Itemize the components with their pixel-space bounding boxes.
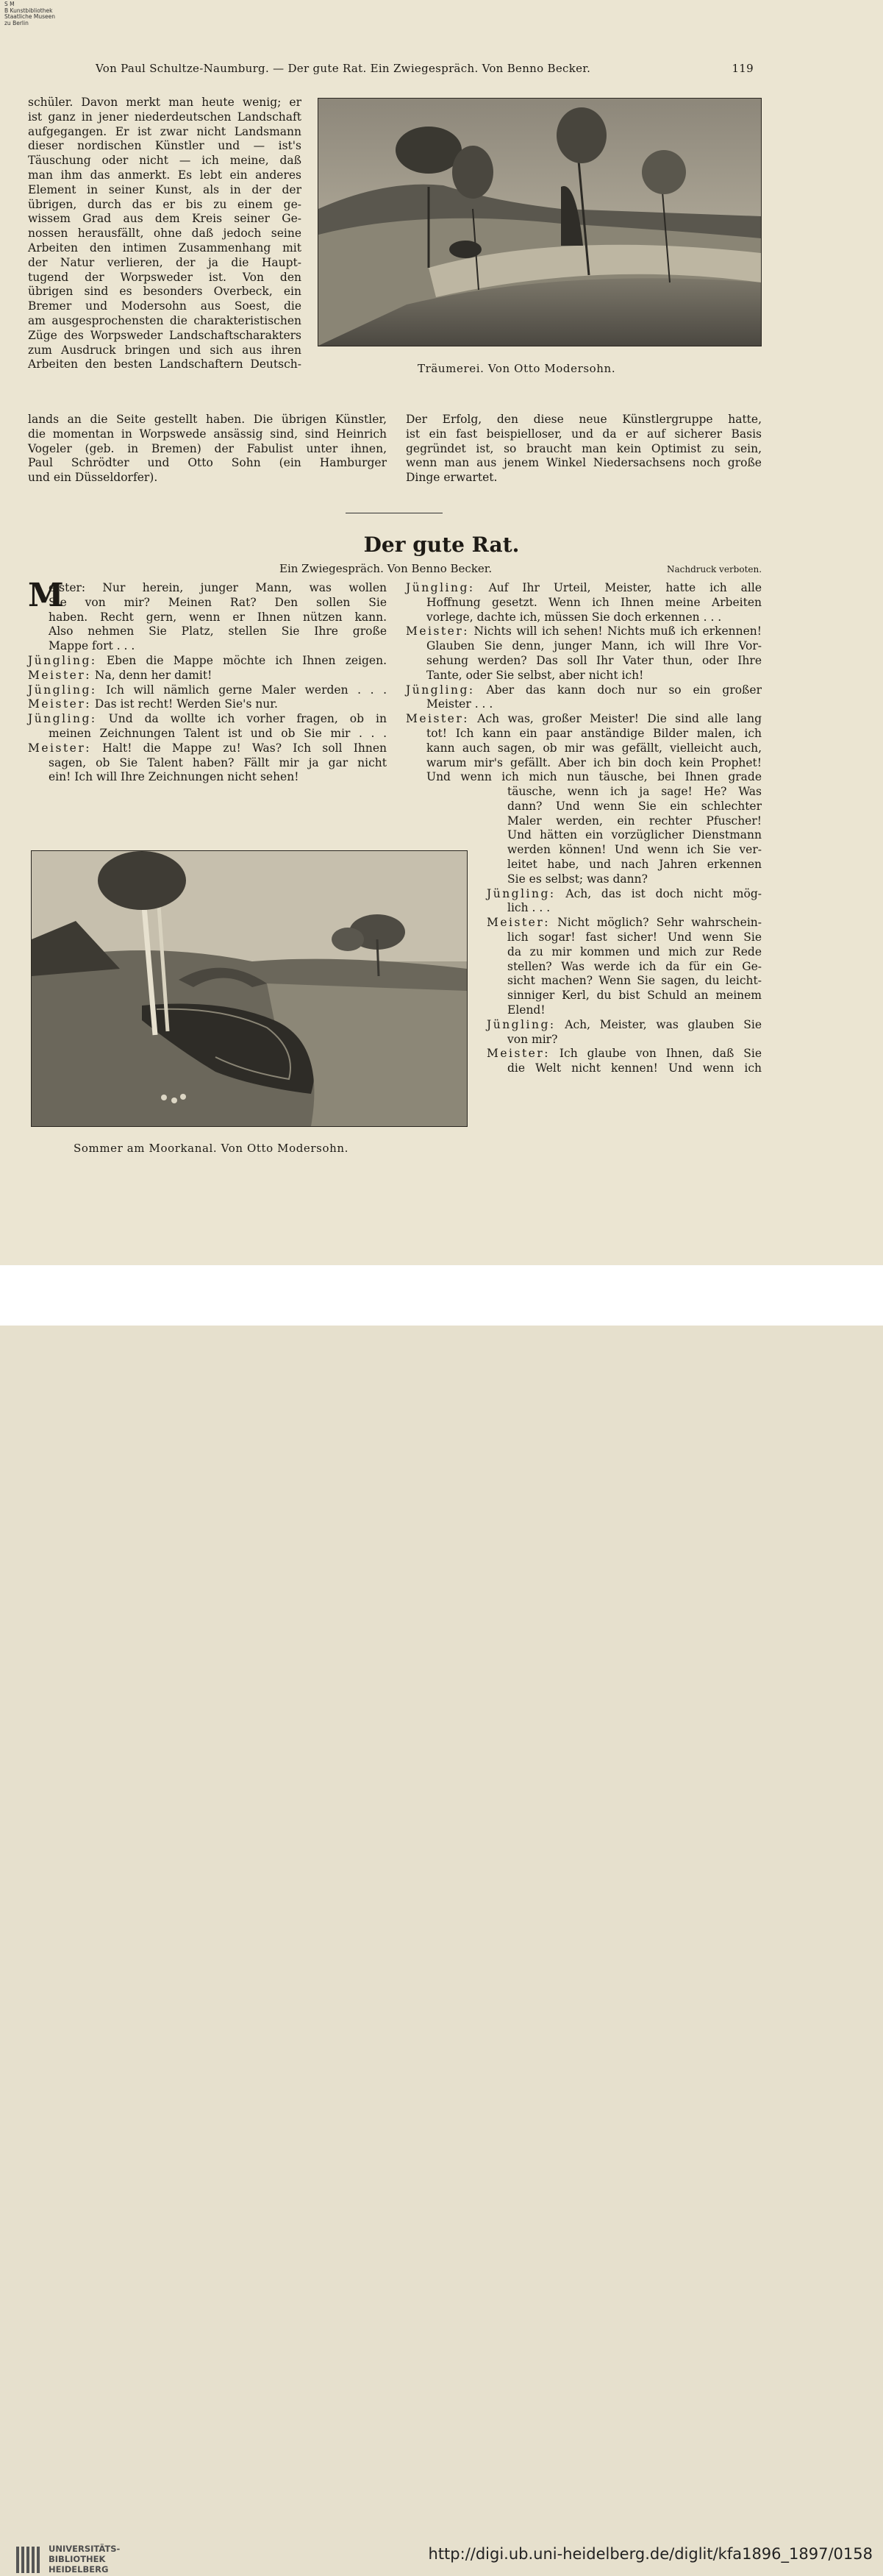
source-url[interactable]: http://digi.ub.uni-heidelberg.de/diglit/kfa1896_1897/0158 xyxy=(428,2545,873,2563)
dialog-line xyxy=(406,611,762,625)
dialog-line xyxy=(406,581,762,596)
dialog-text: vorlege, dachte ich, müssen Sie doch erkennen . . . xyxy=(426,610,722,624)
text-line: dieser nordischen Künstler und — ist's xyxy=(28,139,301,153)
dialog-text: Meister . . . xyxy=(426,697,493,711)
dialog-text: Aber das kann doch nur so ein großer xyxy=(474,683,762,697)
dialog-text: eister: Nur herein, junger Mann, was wollen xyxy=(49,581,387,594)
dialog-line xyxy=(487,887,762,902)
dialog-line xyxy=(487,800,762,814)
dialog-column-right xyxy=(406,581,762,785)
speaker-name: Jüngling: xyxy=(487,1017,556,1031)
stamp-line: B Kunstbibliothek xyxy=(4,7,53,14)
dialog-text: Hoffnung gesetzt. Wenn ich Ihnen meine Arbeiten xyxy=(426,595,762,609)
dialog-text: lich . . . xyxy=(507,901,551,915)
dialog-text: Nicht möglich? Sehr wahrschein- xyxy=(550,916,762,930)
dialog-text: Eben die Mappe möchte ich Ihnen zeigen. xyxy=(96,653,387,667)
running-header xyxy=(96,62,772,75)
text-line: wissem Grad aus dem Kreis seiner Ge- xyxy=(28,212,301,226)
speaker-name: Jüngling: xyxy=(406,683,475,697)
dialog-line xyxy=(28,697,387,712)
dialog-line xyxy=(487,843,762,858)
dialog-text: ein! Ich will Ihre Zeichnungen nicht sehen! xyxy=(49,770,299,784)
dialog-text: da zu mir kommen und mich zur Rede xyxy=(507,944,762,958)
dialog-line xyxy=(487,785,762,800)
painting-traeumerei xyxy=(318,98,762,346)
text-line: tugend der Worpsweder ist. Von den xyxy=(28,270,301,284)
column-top-left xyxy=(28,96,301,372)
dialog-text: Tante, oder Sie selbst, aber nicht ich! xyxy=(426,668,644,682)
drop-cap: M xyxy=(28,577,64,614)
university-seal-icon xyxy=(15,2544,44,2576)
dialog-text: Mappe fort . . . xyxy=(49,639,135,653)
text-line: Vogeler (geb. in Bremen) der Fabulist unter ihnen, xyxy=(28,441,387,455)
text-line: Der Erfolg, den diese neue Künstlergruppe hatte, xyxy=(406,413,762,426)
dialog-text: Na, denn her damit! xyxy=(91,668,212,682)
library-stamp xyxy=(4,1,55,26)
dialog-line xyxy=(28,741,387,756)
digitization-footer xyxy=(0,1265,883,2575)
text-line: Arbeiten den besten Landschaftern Deutsch- xyxy=(28,357,301,371)
dialog-line xyxy=(28,596,387,611)
dialog-text: werden können! Und wenn ich Sie ver- xyxy=(507,843,762,857)
dialog-line xyxy=(28,756,387,771)
dialog-line xyxy=(487,828,762,843)
text-line: zum Ausdruck bringen und sich aus ihren xyxy=(28,343,301,357)
dialog-text: Ich will nämlich gerne Maler werden . . . xyxy=(96,683,387,697)
text-line: lands an die Seite gestellt haben. Die übrigen Künstler, xyxy=(28,413,387,426)
dialog-text: Ich glaube von Ihnen, daß Sie xyxy=(550,1047,762,1061)
reprint-notice: Nachdruck verboten. xyxy=(667,564,762,574)
text-line: nossen herausfällt, ohne daß jedoch seine xyxy=(28,227,301,241)
stamp-line: S M xyxy=(4,1,15,7)
dialog-column-narrow xyxy=(487,785,762,1076)
text-line: ist ein fast beispielloser, und da er auf sicherer Basis xyxy=(406,427,762,441)
text-line: der Natur verlieren, der ja die Haupt- xyxy=(28,255,301,269)
painting-sommer-am-moorkanal xyxy=(31,850,468,1127)
text-line: Bremer und Modersohn aus Soest, die xyxy=(28,299,301,313)
text-line: Dinge erwartet. xyxy=(406,471,498,485)
dialog-text: lich sogar! fast sicher! Und wenn Sie xyxy=(507,930,762,944)
dialog-text: tot! Ich kann ein paar anständige Bilder malen, ich xyxy=(426,726,762,740)
dialog-line xyxy=(487,916,762,931)
dialog-line xyxy=(28,683,387,698)
speaker-name: Jüngling: xyxy=(28,712,97,726)
text-line: schüler. Davon merkt man heute wenig; er xyxy=(28,96,301,109)
dialog-line xyxy=(487,1047,762,1061)
dialog-text: Elend! xyxy=(507,1003,546,1017)
speaker-name: Meister: xyxy=(487,916,550,930)
dialog-line xyxy=(487,1061,762,1076)
library-name xyxy=(49,2544,120,2575)
text-line: Paul Schrödter und Otto Sohn (ein Hamburger xyxy=(28,456,387,470)
dialog-text: Und wenn ich mich nun täusche, bei Ihnen grade xyxy=(426,770,762,784)
text-line: aufgegangen. Er ist zwar nicht Landsmann xyxy=(28,124,301,138)
page-scan xyxy=(0,0,883,1265)
dialog-line xyxy=(28,727,387,741)
dialog-text: Auf Ihr Urteil, Meister, hatte ich alle xyxy=(474,581,762,594)
dialog-text: Ach, das ist doch nicht mög- xyxy=(555,886,762,900)
text-line: Züge des Worpsweder Landschaftscharakters xyxy=(28,328,301,342)
dialog-line xyxy=(487,1018,762,1033)
dialog-line xyxy=(406,712,762,727)
dialog-line xyxy=(28,625,387,639)
dialog-text: täusche, wenn ich ja sage! He? Was xyxy=(507,785,762,798)
dialog-line xyxy=(406,741,762,756)
text-line: und ein Düsseldorfer). xyxy=(28,471,158,485)
stamp-line: zu Berlin xyxy=(4,19,29,26)
text-line: Arbeiten den intimen Zusammenhang mit xyxy=(28,241,301,255)
dialog-line xyxy=(406,639,762,654)
dialog-text: warum mir's gefällt. Aber ich bin doch kein Prophet! xyxy=(426,755,762,769)
dialog-line xyxy=(28,669,387,683)
speaker-name: Meister: xyxy=(28,741,91,755)
dialog-line xyxy=(487,945,762,960)
dialog-text: Das ist recht! Werden Sie's nur. xyxy=(91,697,278,711)
dialog-text: kann auch sagen, ob mir was gefällt, vielleicht auch, xyxy=(426,741,762,755)
library-name-line: BIBLIOTHEK xyxy=(49,2554,106,2564)
dialog-text: stellen? Was werde ich da für ein Ge- xyxy=(507,959,762,973)
dialog-line xyxy=(487,989,762,1003)
text-line: Täuschung oder nicht — ich meine, daß xyxy=(28,154,301,168)
dialog-text: Maler werden, ein rechter Pfuscher! xyxy=(507,814,762,828)
column-top-left-wide xyxy=(28,413,387,485)
dialog-text: Also nehmen Sie Platz, stellen Sie Ihre große xyxy=(49,625,387,638)
caption-moorkanal: Sommer am Moorkanal. Von Otto Modersohn. xyxy=(74,1142,348,1155)
dialog-line xyxy=(406,770,762,785)
speaker-name: Meister: xyxy=(28,668,91,682)
dialog-line xyxy=(28,581,387,596)
dialog-column-left xyxy=(28,577,387,785)
dialog-text: Ach, Meister, was glauben Sie xyxy=(555,1017,762,1031)
dialog-text: Ach was, großer Meister! Die sind alle lang xyxy=(469,712,762,726)
dialog-line xyxy=(406,683,762,698)
dialog-line xyxy=(28,611,387,625)
dialog-text: Und hätten ein vorzüglicher Dienstmann xyxy=(507,828,762,842)
text-line: die momentan in Worpswede ansässig sind, sind Heinrich xyxy=(28,427,387,441)
dialog-line xyxy=(406,756,762,771)
dialog-line xyxy=(406,654,762,669)
dialog-line xyxy=(487,1033,762,1047)
speaker-name: Jüngling: xyxy=(406,581,475,594)
article-title: Der gute Rat. xyxy=(363,533,520,557)
text-line: übrigen, durch das er bis zu einem ge- xyxy=(28,197,301,211)
dialog-text: Glauben Sie denn, junger Mann, ich will Ihre Vor- xyxy=(426,639,762,653)
dialog-text: die Welt nicht kennen! Und wenn ich xyxy=(507,1061,762,1075)
text-line: übrigen sind es besonders Overbeck, ein xyxy=(28,285,301,299)
dialog-line xyxy=(487,858,762,872)
text-line: am ausgesprochensten die charakteristischen xyxy=(28,313,301,327)
dialog-line xyxy=(487,960,762,975)
dialog-line xyxy=(487,931,762,945)
text-line: Element in seiner Kunst, als in der der xyxy=(28,182,301,196)
article-subtitle: Ein Zwiegespräch. Von Benno Becker. xyxy=(279,562,493,575)
library-name-line: UNIVERSITÄTS- xyxy=(49,2544,121,2554)
dialog-line xyxy=(28,639,387,654)
dialog-line xyxy=(487,1003,762,1018)
speaker-name: Meister: xyxy=(28,697,91,711)
dialog-line xyxy=(406,697,762,712)
dialog-line xyxy=(487,974,762,989)
dialog-text: dann? Und wenn Sie ein schlechter xyxy=(507,799,762,813)
page-number: 119 xyxy=(732,62,754,75)
dialog-text: meinen Zeichnungen Talent ist und ob Sie mir . . . xyxy=(49,726,387,740)
speaker-name: Jüngling: xyxy=(28,653,97,667)
stamp-line: Staatliche Museen xyxy=(4,13,55,20)
dialog-line xyxy=(406,669,762,683)
dialog-text: Halt! die Mappe zu! Was? Ich soll Ihnen xyxy=(91,741,387,755)
dialog-line xyxy=(406,596,762,611)
dialog-text: Sie von mir? Meinen Rat? Den sollen Sie xyxy=(49,595,387,609)
dialog-text: Sie es selbst; was dann? xyxy=(507,872,648,886)
dialog-line xyxy=(28,712,387,727)
traeumerei-image xyxy=(318,99,761,346)
text-line: man ihm das anmerkt. Es lebt ein anderes xyxy=(28,168,301,182)
moorkanal-image xyxy=(32,851,467,1126)
dialog-text: von mir? xyxy=(507,1032,558,1046)
dialog-text: leitet habe, und nach Jahren erkennen xyxy=(507,857,762,871)
column-top-right xyxy=(406,413,762,485)
speaker-name: Jüngling: xyxy=(28,683,97,697)
dialog-text: sehung werden? Das soll Ihr Vater thun, oder Ihre xyxy=(426,653,762,667)
dialog-text: sagen, ob Sie Talent haben? Fällt mir ja gar nicht xyxy=(49,755,387,769)
dialog-text: sinniger Kerl, du bist Schuld an meinem xyxy=(507,989,762,1003)
dialog-line xyxy=(28,654,387,669)
dialog-line xyxy=(28,770,387,785)
dialog-text: Und da wollte ich vorher fragen, ob in xyxy=(96,712,387,726)
speaker-name: Meister: xyxy=(406,712,469,726)
dialog-text: haben. Recht gern, wenn er Ihnen nützen kann. xyxy=(49,610,387,624)
dialog-line xyxy=(406,727,762,741)
dialog-line xyxy=(487,872,762,887)
dialog-line xyxy=(406,625,762,639)
speaker-name: Jüngling: xyxy=(487,886,556,900)
speaker-name: Meister: xyxy=(487,1047,550,1061)
speaker-name: Meister: xyxy=(406,625,469,638)
text-line: ist ganz in jener niederdeutschen Landschaft xyxy=(28,110,301,124)
dialog-line xyxy=(487,901,762,916)
running-title: Von Paul Schultze-Naumburg. — Der gute Rat. Ein Zwiegespräch. Von Benno Becker. xyxy=(96,62,591,75)
dialog-text: sicht machen? Wenn Sie sagen, du leicht- xyxy=(507,974,762,988)
caption-traeumerei: Träumerei. Von Otto Modersohn. xyxy=(418,362,616,375)
text-line: wenn man aus jenem Winkel Niedersachsens noch große xyxy=(406,456,762,470)
library-name-line: HEIDELBERG xyxy=(49,2564,109,2575)
text-line: gegründet ist, so braucht man kein Optimist zu sein, xyxy=(406,441,762,455)
dialog-line xyxy=(487,814,762,829)
dialog-text: Nichts will ich sehen! Nichts muß ich erkennen! xyxy=(469,625,762,638)
